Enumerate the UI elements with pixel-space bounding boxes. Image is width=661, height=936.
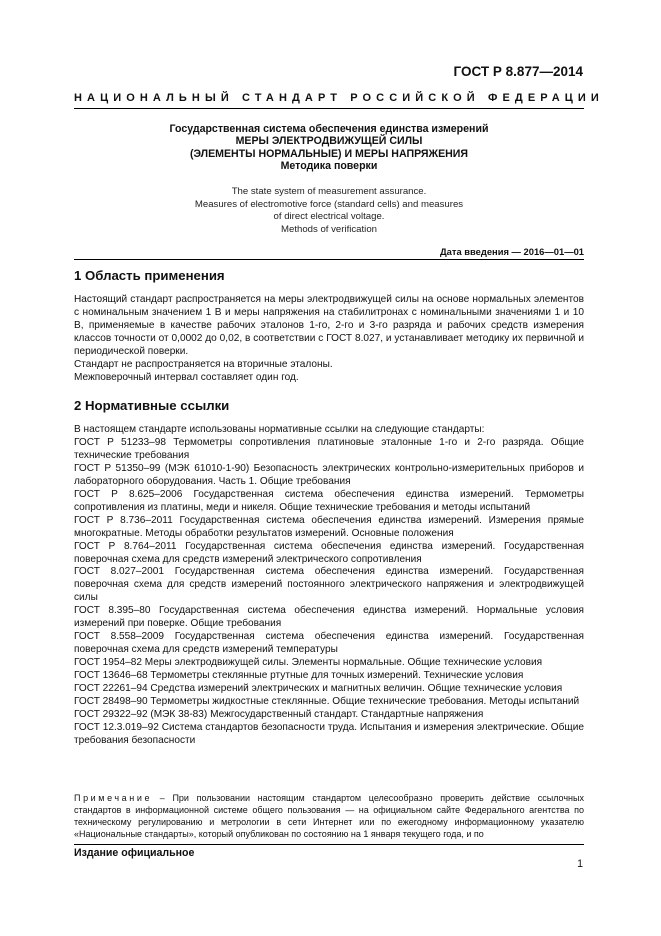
english-title	[74, 186, 584, 236]
normative-reference: ГОСТ Р 8.625–2006 Государственная система обеспечения единства измерений. Термометры сопротивления из платины, меди и никеля. Общие технические требования и методы испытаний	[74, 488, 584, 513]
title-line-4: Методика поверки	[280, 160, 378, 173]
english-title-line-4: Methods of verification	[281, 223, 377, 235]
normative-reference: ГОСТ 22261–94 Средства измерений электрических и магнитных величин. Общие технические условия	[74, 683, 563, 695]
document-title	[74, 123, 584, 173]
english-title-line-2: Measures of electromotive force (standard cells) and measures	[194, 198, 464, 210]
normative-reference: ГОСТ Р 8.764–2011 Государственная система обеспечения единства измерений. Государственная поверочная схема для средств измерений электрического сопротивления	[74, 540, 584, 565]
section-1-paragraph-3-text: Межповерочный интервал составляет один год.	[74, 371, 299, 383]
reference-list	[74, 437, 584, 748]
normative-reference: ГОСТ Р 51350–99 (МЭК 61010-1-90) Безопасность электрических контрольно-измерительных приборов и лабораторного оборудования. Часть 1. Общие требования	[74, 462, 584, 487]
normative-reference: ГОСТ 12.3.019–92 Система стандартов безопасности труда. Испытания и измерения электрические. Общие требования безопасности	[74, 721, 584, 746]
date-rule	[74, 259, 584, 260]
section-2-body	[74, 424, 584, 748]
normative-reference: ГОСТ Р 51233–98 Термометры сопротивления платиновые эталонные 1-го и 2-го разряда. Общие технические требования	[74, 436, 584, 461]
section-1-paragraph	[74, 372, 584, 385]
section-1-paragraph-2-text: Стандарт не распространяется на вторичные эталоны.	[74, 358, 333, 370]
footer-rule	[74, 844, 584, 845]
normative-reference: ГОСТ Р 8.736–2011 Государственная система обеспечения единства измерений. Измерения прямые многократные. Методы обработки результатов измерений. Основные положения	[74, 514, 584, 539]
section-1-heading: 1 Область применения	[74, 268, 225, 283]
normative-reference: ГОСТ 1954–82 Меры электродвижущей силы. Элементы нормальные. Общие технические условия	[74, 657, 543, 669]
english-title-line-1: The state system of measurement assurance.	[231, 186, 427, 197]
section-2-heading: 2 Нормативные ссылки	[74, 398, 230, 413]
section-1-paragraph	[74, 359, 584, 372]
title-line-1: Государственная система обеспечения единства измерений	[169, 123, 489, 135]
normative-reference: ГОСТ 8.027–2001 Государственная система обеспечения единства измерений. Государственная поверочная схема для средств измерений постоянного электрического напряжения и электродвижущей силы	[74, 566, 584, 604]
title-line-2: МЕРЫ ЭЛЕКТРОДВИЖУЩЕЙ СИЛЫ	[235, 135, 423, 148]
section-1-paragraph-1-text: Настоящий стандарт распространяется на меры электродвижущей силы на основе нормальных элементов с номинальным значением 1 В и меры напряжения на стабилитронах с номинальными значениями 1 и 10 В, применяемые в качестве рабочих эталонов 1-го, 2-го и 3-го разряда и рабочих средств измерения классов точности от 0,0002 до 0,02, в соответствии с ГОСТ 8.027, и устанавливает методику их первичной и периодической поверки.	[74, 294, 584, 357]
section-2-intro: В настоящем стандарте использованы нормативные ссылки на следующие стандарты:	[74, 424, 485, 435]
banner-rule	[74, 108, 584, 109]
page-number: 1	[577, 858, 583, 870]
note-label: Примечание	[74, 793, 153, 803]
note	[74, 793, 584, 841]
section-1-paragraph	[74, 294, 584, 359]
normative-reference: ГОСТ 8.395–80 Государственная система обеспечения единства измерений. Нормальные условия измерений при поверке. Общие требования	[74, 605, 584, 630]
normative-reference: ГОСТ 28498–90 Термометры жидкостные стеклянные. Общие технические требования. Методы испытаний	[74, 696, 580, 708]
note-text: – При пользовании настоящим стандартом целесообразно проверить действие ссылочных стандартов в информационной системе общего пользования — на официальном сайте Федерального агентства по техническому регулированию и метрологии в сети Интернет или по ежегодному информационному указателю «Национальные стандарты», который опубликован по состоянию на 1 января текущего года, и по	[74, 793, 584, 839]
normative-reference: ГОСТ 13646–68 Термометры стеклянные ртутные для точных измерений. Технические условия	[74, 670, 524, 682]
intro-date: Дата введения — 2016—01—01	[439, 246, 584, 257]
title-line-3: (ЭЛЕМЕНТЫ НОРМАЛЬНЫЕ) И МЕРЫ НАПРЯЖЕНИЯ	[189, 147, 469, 160]
section-1-body	[74, 294, 584, 385]
english-title-line-3: of direct electrical voltage.	[273, 211, 385, 222]
normative-reference: ГОСТ 8.558–2009 Государственная система обеспечения единства измерений. Государственная поверочная схема для средств измерений температуры	[74, 631, 584, 656]
document-code: ГОСТ Р 8.877—2014	[453, 64, 583, 79]
edition-label: Издание официальное	[74, 847, 195, 859]
normative-reference: ГОСТ 29322–92 (МЭК 38-83) Межгосударственный стандарт. Стандартные напряжения	[74, 708, 484, 720]
standard-banner: НАЦИОНАЛЬНЫЙ СТАНДАРТ РОССИЙСКОЙ ФЕДЕРАЦИИ	[74, 92, 604, 104]
